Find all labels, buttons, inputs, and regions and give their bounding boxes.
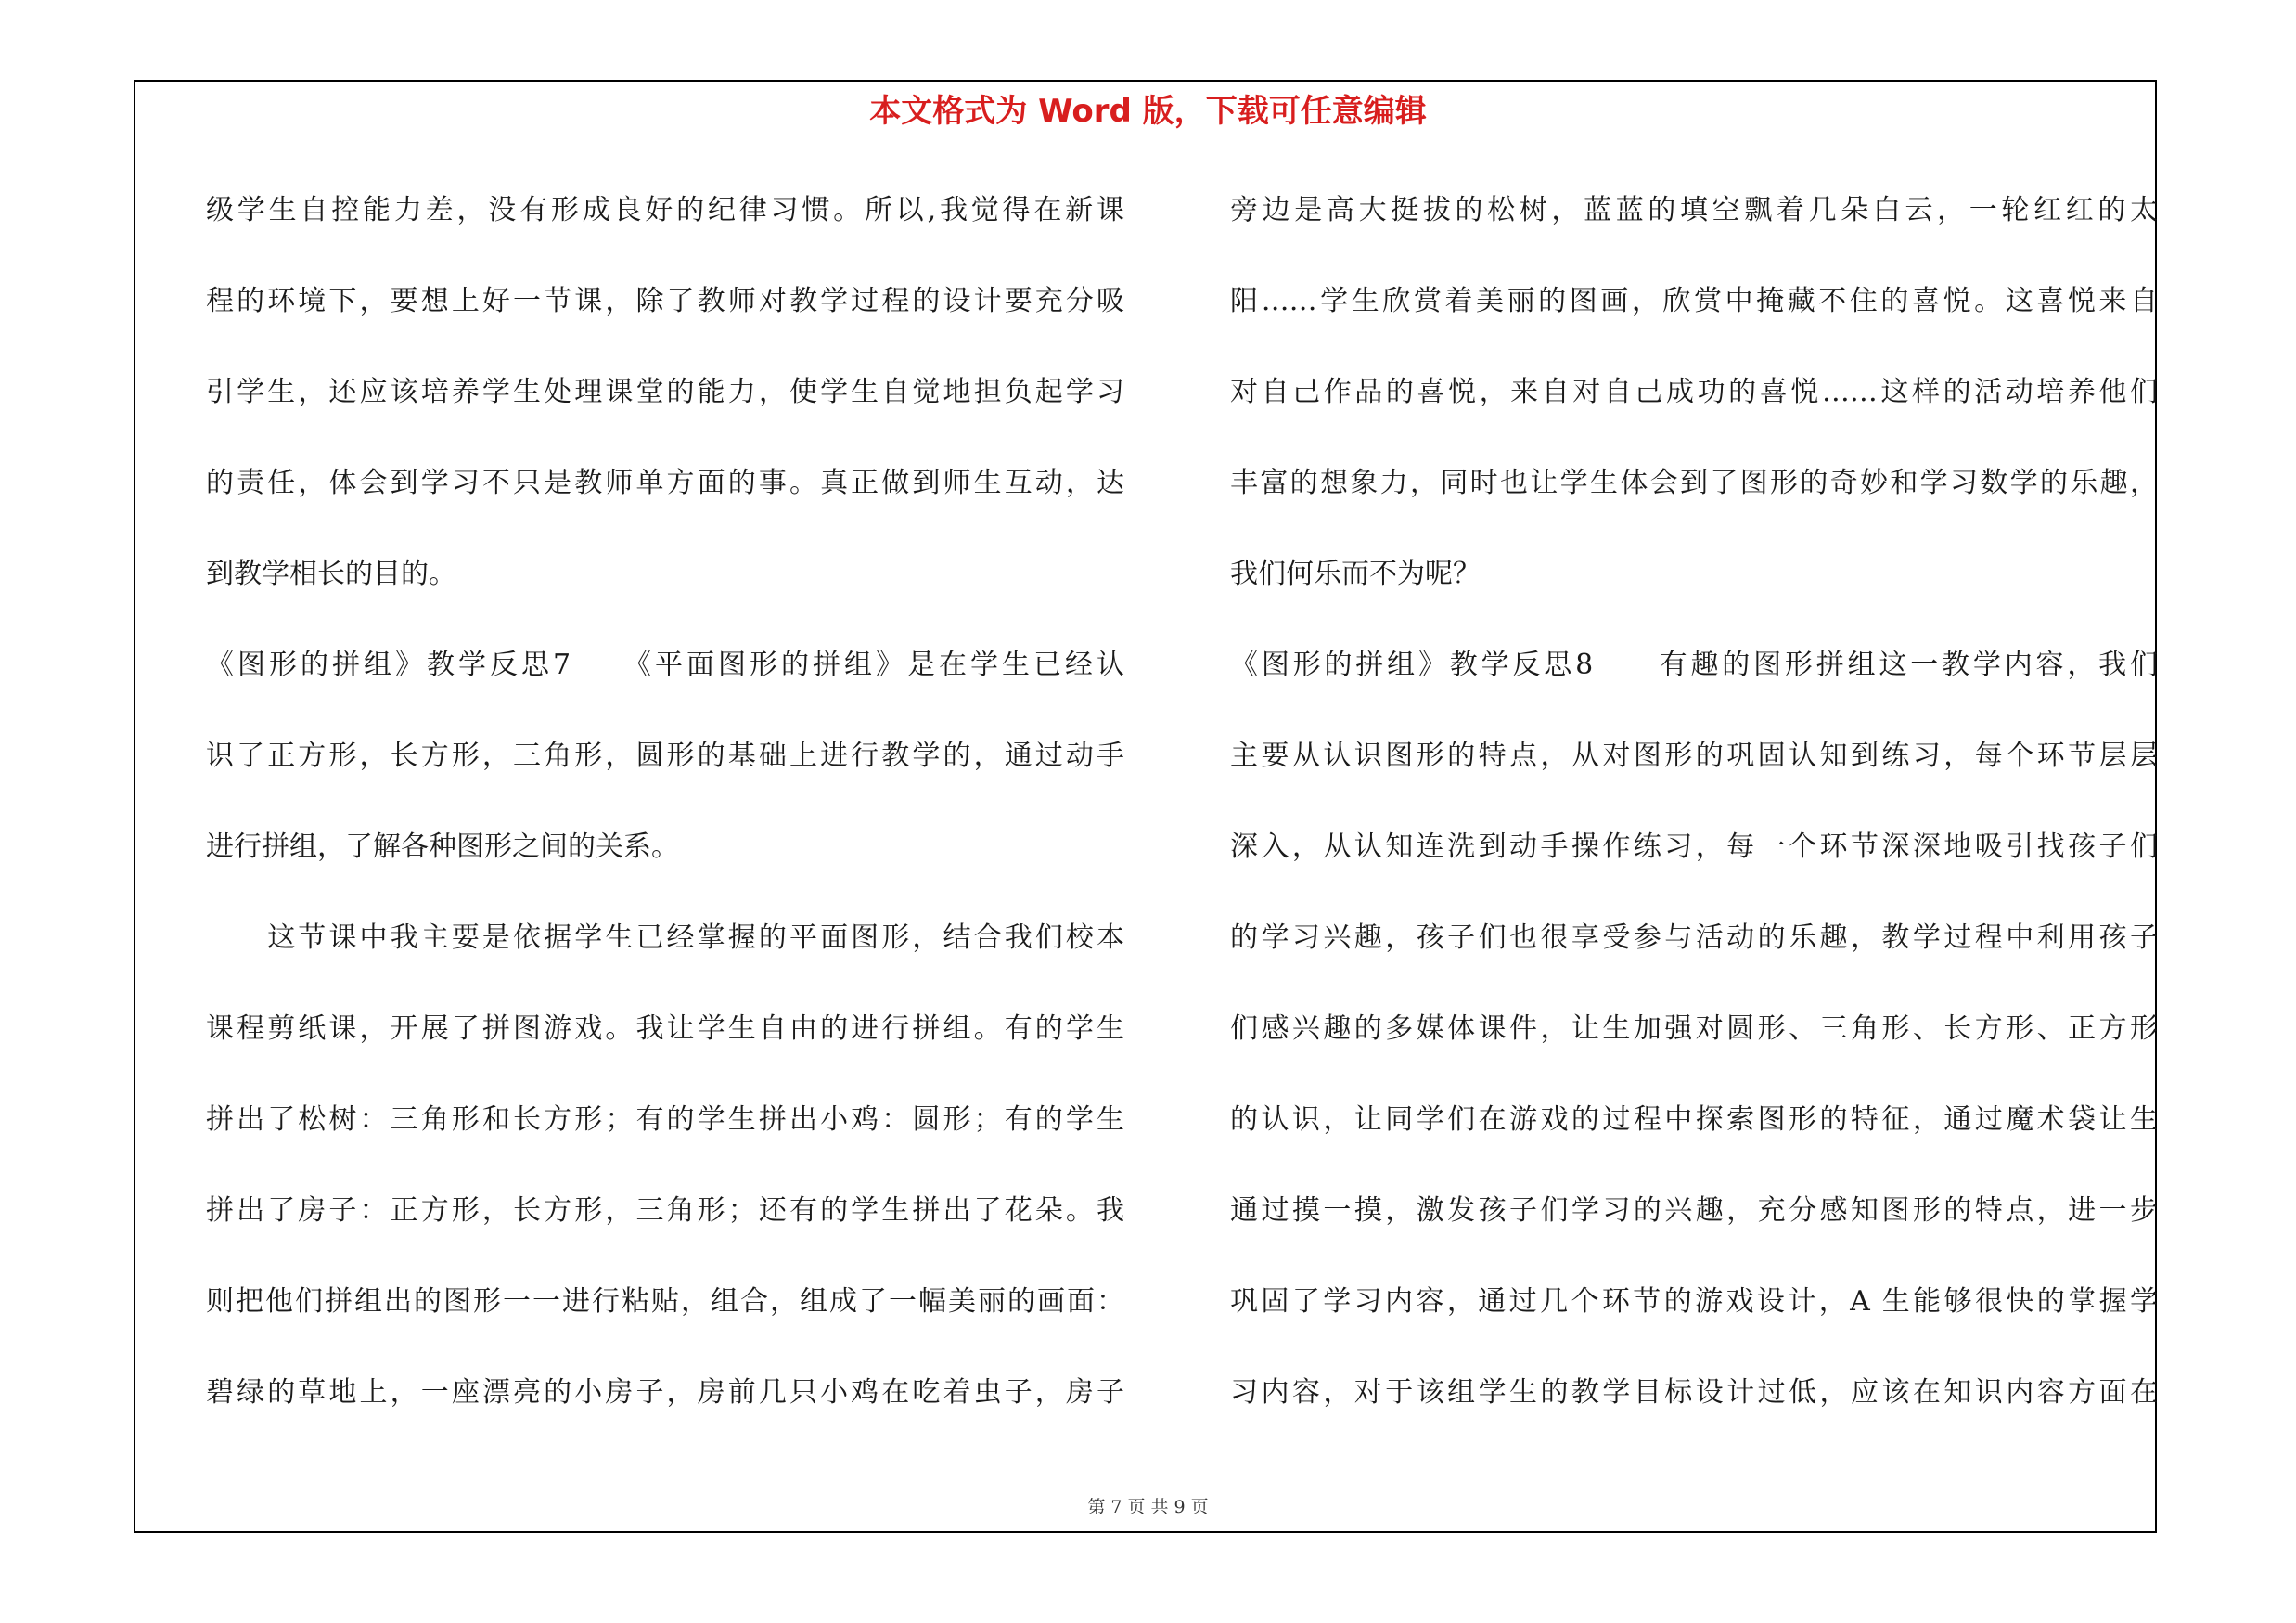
text-line: 识了正方形，长方形，三角形，圆形的基础上进行教学的，通过动手: [206, 740, 1124, 772]
text-line: 旁边是高大挺拔的松树，蓝蓝的填空飘着几朵白云，一轮红红的太: [1230, 194, 2158, 226]
section-heading-line: 《图形的拼组》教学反思7 《平面图形的拼组》是在学生已经认: [206, 649, 1124, 681]
left-text-column: [206, 181, 1124, 1454]
text-line: 这节课中我主要是依据学生已经掌握的平面图形，结合我们校本: [206, 921, 1124, 954]
text-line: 我们何乐而不为呢？: [1230, 558, 1481, 590]
text-line: 到教学相长的目的。: [206, 558, 456, 590]
text-line: 进行拼组，了解各种图形之间的关系。: [206, 831, 679, 863]
text-line: 通过摸一摸，激发孩子们学习的兴趣，充分感知图形的特点，进一步: [1230, 1194, 2158, 1227]
text-line: 习内容，对于该组学生的教学目标设计过低，应该在知识内容方面在: [1230, 1376, 2158, 1409]
right-text-column: [1230, 181, 2158, 1454]
text-line: 级学生自控能力差，没有形成良好的纪律习惯。所以,我觉得在新课: [206, 194, 1124, 226]
text-line: 程的环境下，要想上好一节课，除了教师对教学过程的设计要充分吸: [206, 285, 1124, 317]
text-line: 们感兴趣的多媒体课件，让生加强对圆形、三角形、长方形、正方形: [1230, 1012, 2158, 1045]
text-line: 拼出了房子：正方形，长方形，三角形；还有的学生拼出了花朵。我: [206, 1194, 1124, 1227]
format-banner: 本文格式为 Word 版，下载可任意编辑: [869, 93, 1427, 130]
text-line: 深入，从认知连洗到动手操作练习，每一个环节深深地吸引找孩子们: [1230, 831, 2158, 863]
text-line: 主要从认识图形的特点，从对图形的巩固认知到练习，每个环节层层: [1230, 740, 2158, 772]
text-line: 的责任，体会到学习不只是教师单方面的事。真正做到师生互动，达: [206, 467, 1124, 499]
text-line: 对自己作品的喜悦，来自对自己成功的喜悦……这样的活动培养他们: [1230, 376, 2158, 408]
text-line: 阳……学生欣赏着美丽的图画，欣赏中掩藏不住的喜悦。这喜悦来自: [1230, 285, 2158, 317]
text-line: 碧绿的草地上，一座漂亮的小房子，房前几只小鸡在吃着虫子，房子: [206, 1376, 1124, 1409]
text-line: 的学习兴趣，孩子们也很享受参与活动的乐趣，教学过程中利用孩子: [1230, 921, 2158, 954]
text-line: 丰富的想象力，同时也让学生体会到了图形的奇妙和学习数学的乐趣，: [1230, 467, 2158, 499]
page-number: 第 7 页 共 9 页: [1087, 1497, 1209, 1517]
text-line: 巩固了学习内容，通过几个环节的游戏设计，A 生能够很快的掌握学: [1230, 1285, 2158, 1318]
section-heading-line: 《图形的拼组》教学反思8 有趣的图形拼组这一教学内容，我们: [1230, 649, 2158, 681]
text-line: 引学生，还应该培养学生处理课堂的能力，使学生自觉地担负起学习: [206, 376, 1124, 408]
text-line: 课程剪纸课，开展了拼图游戏。我让学生自由的进行拼组。有的学生: [206, 1012, 1124, 1045]
text-line: 则把他们拼组出的图形一一进行粘贴，组合，组成了一幅美丽的画面：: [206, 1285, 1124, 1318]
text-line: 拼出了松树：三角形和长方形；有的学生拼出小鸡：圆形；有的学生: [206, 1103, 1124, 1136]
text-line: 的认识，让同学们在游戏的过程中探索图形的特征，通过魔术袋让生: [1230, 1103, 2158, 1136]
